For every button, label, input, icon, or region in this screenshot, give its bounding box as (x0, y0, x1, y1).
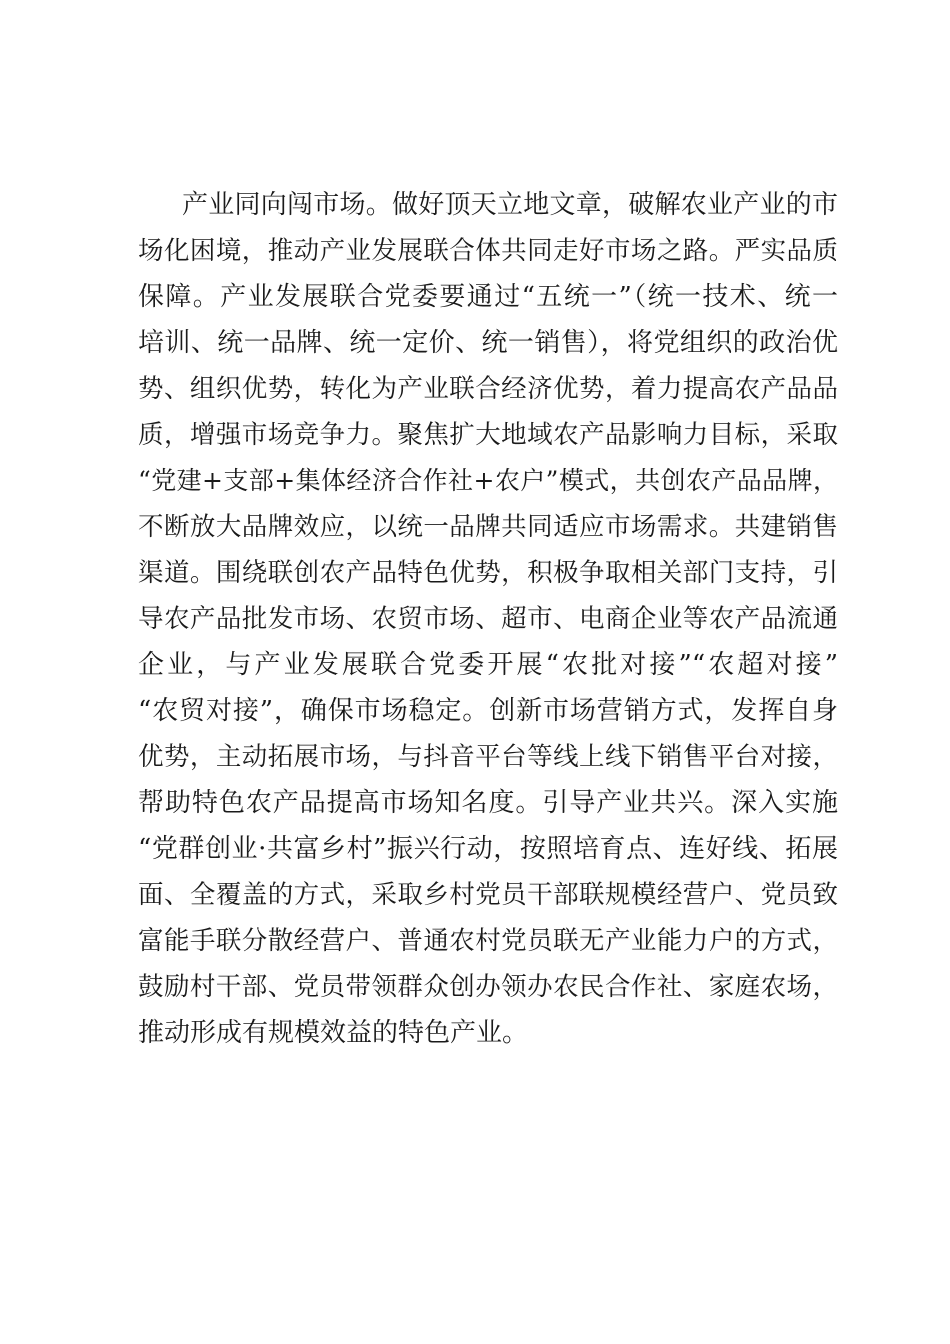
paragraph-line: 培训、统一品牌、统一定价、统一销售），将党组织的政治优 (138, 328, 838, 358)
paragraph-line: 优势，主动拓展市场，与抖音平台等线上线下销售平台对接， (138, 742, 838, 772)
body-paragraph (138, 182, 838, 1056)
paragraph-line: 推动形成有规模效益的特色产业。 (138, 1018, 529, 1048)
paragraph-line: 质，增强市场竞争力。聚焦扩大地域农产品影响力目标，采取 (138, 420, 838, 450)
paragraph-line: 场化困境，推动产业发展联合体共同走好市场之路。严实品质 (138, 236, 838, 266)
paragraph-line: 帮助特色农产品提高市场知名度。引导产业共兴。深入实施 (138, 788, 838, 818)
paragraph-line: 保障。产业发展联合党委要通过“五统一”（统一技术、统一 (138, 282, 838, 312)
paragraph-line: 不断放大品牌效应，以统一品牌共同适应市场需求。共建销售 (138, 512, 838, 542)
paragraph-line: “党建+支部+集体经济合作社+农户”模式，共创农产品品牌， (138, 466, 838, 495)
paragraph-line: 产业同向闯市场。做好顶天立地文章，破解农业产业的市 (182, 190, 838, 220)
paragraph-line: 渠道。围绕联创农产品特色优势，积极争取相关部门支持，引 (138, 558, 838, 588)
paragraph-line: 导农产品批发市场、农贸市场、超市、电商企业等农产品流通 (138, 604, 838, 634)
paragraph-line: 鼓励村干部、党员带领群众创办领办农民合作社、家庭农场， (138, 972, 838, 1002)
paragraph-line: 企业，与产业发展联合党委开展“农批对接”“农超对接” (138, 650, 838, 680)
paragraph-line: 富能手联分散经营户、普通农村党员联无产业能力户的方式， (138, 926, 838, 956)
paragraph-line: 势、组织优势，转化为产业联合经济优势，着力提高农产品品 (138, 374, 838, 404)
paragraph-line: “党群创业·共富乡村”振兴行动，按照培育点、连好线、拓展 (138, 834, 838, 864)
paragraph-line: “农贸对接”，确保市场稳定。创新市场营销方式，发挥自身 (138, 696, 838, 726)
paragraph-line: 面、全覆盖的方式，采取乡村党员干部联规模经营户、党员致 (138, 880, 838, 910)
